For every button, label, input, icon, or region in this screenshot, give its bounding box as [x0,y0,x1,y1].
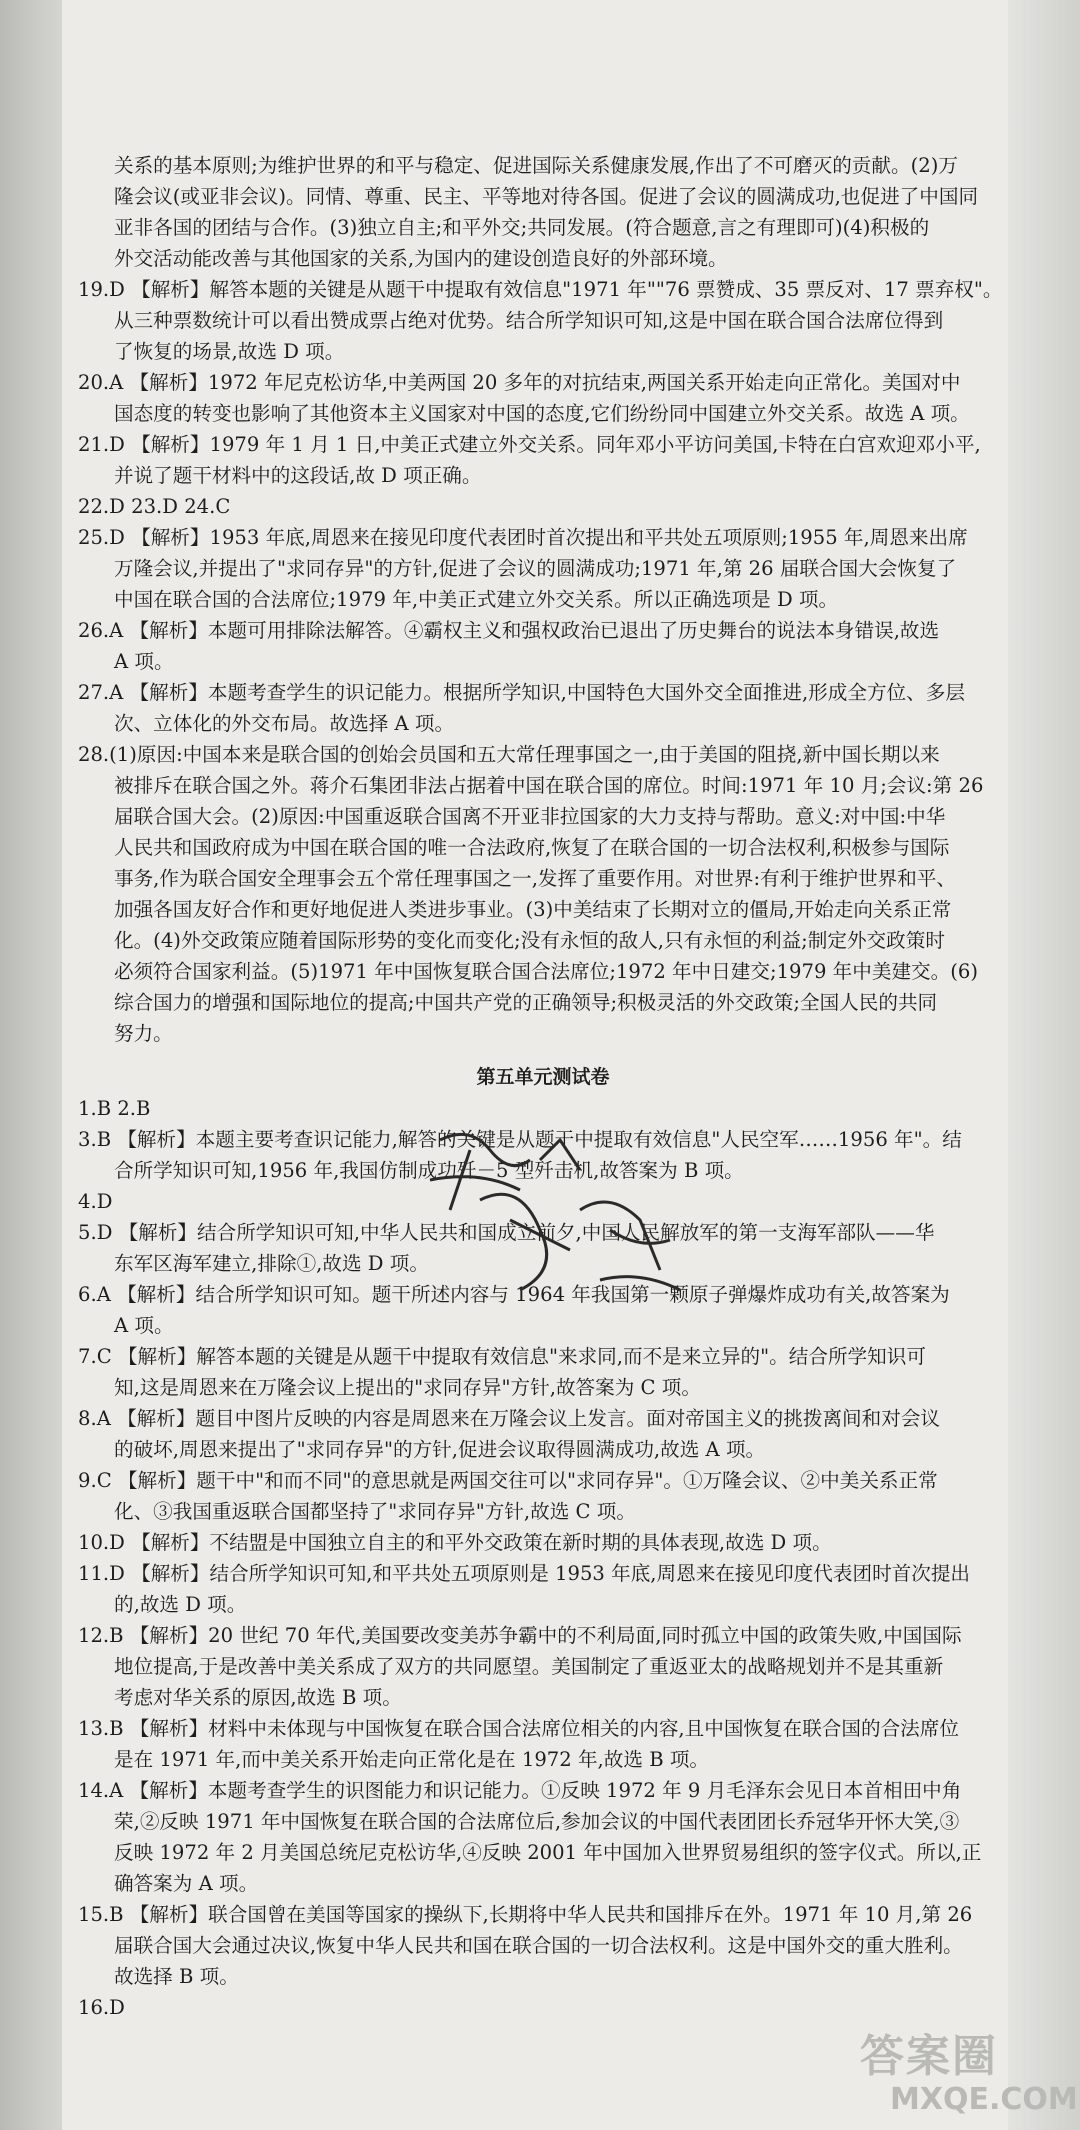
text-line: 届联合国大会通过决议,恢复中华人民共和国在联合国的一切合法权利。这是中国外交的重大胜利。 [114,1934,963,1957]
text-line: 从三种票数统计可以看出赞成票占绝对优势。结合所学知识可知,这是中国在联合国合法席位得到 [114,309,944,332]
answer-item-16: 16.D [78,1996,125,2019]
text-line: 届联合国大会。(2)原因:中国重返联合国离不开亚非拉国家的大力支持与帮助。意义:对中国:中华 [114,805,946,828]
text-line: 努力。 [114,1022,173,1045]
text-line: 知,这是周恩来在万隆会议上提出的"求同存异"方针,故答案为 C 项。 [114,1376,701,1399]
answer-item-20: 20.A 【解析】1972 年尼克松访华,中美两国 20 多年的对抗结束,两国关系开始走向正常化。美国对中 [78,371,961,394]
text-line: 是在 1971 年,而中美关系开始走向正常化是在 1972 年,故选 B 项。 [114,1748,710,1771]
text-line: 必须符合国家利益。(5)1971 年中国恢复联合国合法席位;1972 年中日建交;1979 年中美建交。(6) [114,960,978,983]
answer-item-4: 4.D [78,1190,113,1213]
answer-item-28: 28.(1)原因:中国本来是联合国的创始会员国和五大常任理事国之一,由于美国的阻挠,新中国长期以来 [78,743,940,766]
text-line: 的破坏,周恩来提出了"求同存异"的方针,促进会议取得圆满成功,故选 A 项。 [114,1438,766,1461]
answer-item-10: 10.D 【解析】不结盟是中国独立自主的和平外交政策在新时期的具体表现,故选 D 项。 [78,1531,832,1554]
answer-item-5: 5.D 【解析】结合所学知识可知,中华人民共和国成立前夕,中国人民解放军的第一支海军部队——华 [78,1221,935,1244]
text-line: 关系的基本原则;为维护世界的和平与稳定、促进国际关系健康发展,作出了不可磨灭的贡献。(2)万 [114,154,958,177]
answer-item-21: 21.D 【解析】1979 年 1 月 1 日,中美正式建立外交关系。同年邓小平访问美国,卡特在白宫欢迎邓小平, [78,433,981,456]
answer-item-8: 8.A 【解析】题目中图片反映的内容是周恩来在万隆会议上发言。面对帝国主义的挑拨离间和对会议 [78,1407,941,1430]
watermark-title: 答案圈 [860,2031,998,2082]
text-line: 次、立体化的外交布局。故选择 A 项。 [114,712,455,735]
text-line: 考虑对华关系的原因,故选 B 项。 [114,1686,402,1709]
text-line: 中国在联合国的合法席位;1979 年,中美正式建立外交关系。所以正确选项是 D 项。 [114,588,839,611]
text-line: 的,故选 D 项。 [114,1593,247,1616]
text-line: 被排斥在联合国之外。蒋介石集团非法占据着中国在联合国的席位。时间:1971 年 10 月;会议:第 26 [114,774,984,797]
text-line: A 项。 [114,1314,174,1337]
answer-item-6: 6.A 【解析】结合所学知识可知。题干所述内容与 1964 年我国第一颗原子弹爆炸成功有关,故答案为 [78,1283,950,1306]
text-line: 化。(4)外交政策应随着国际形势的变化而变化;没有永恒的敌人,只有永恒的利益;制定外交政策时 [114,929,945,952]
text-line: 综合国力的增强和国际地位的提高;中国共产党的正确领导;积极灵活的外交政策;全国人民的共同 [114,991,938,1014]
text-line: 确答案为 A 项。 [114,1872,259,1895]
text-line: A 项。 [114,650,174,673]
text-line: 荣,②反映 1971 年中国恢复在联合国的合法席位后,参加会议的中国代表团团长乔冠华开怀大笑,③ [114,1810,960,1833]
answer-items-22-24: 22.D 23.D 24.C [78,495,231,518]
text-line: 隆会议(或亚非会议)。同情、尊重、民主、平等地对待各国。促进了会议的圆满成功,也促进了中国同 [114,185,979,208]
answer-item-19: 19.D 【解析】解答本题的关键是从题干中提取有效信息"1971 年""76 票赞成、35 票反对、17 票弃权"。 [78,278,1003,301]
text-line: 了恢复的场景,故选 D 项。 [114,340,345,363]
page-left-shadow [0,0,62,2130]
answer-item-14: 14.A 【解析】本题考查学生的识图能力和识记能力。①反映 1972 年 9 月毛泽东会见日本首相田中角 [78,1779,962,1802]
text-line: 东军区海军建立,排除①,故选 D 项。 [114,1252,429,1275]
text-line: 地位提高,于是改善中美关系成了双方的共同愿望。美国制定了重返亚太的战略规划并不是其重新 [114,1655,944,1678]
answer-item-7: 7.C 【解析】解答本题的关键是从题干中提取有效信息"来求同,而不是来立异的"。结合所学知识可 [78,1345,926,1368]
answer-text-body [78,150,1008,2023]
text-line: 化、③我国重返联合国都坚持了"求同存异"方针,故选 C 项。 [114,1500,636,1523]
text-line: 亚非各国的团结与合作。(3)独立自主;和平外交;共同发展。(符合题意,言之有理即可)(4)积极的 [114,216,930,239]
answer-items-1-2: 1.B 2.B [78,1097,151,1120]
answer-item-12: 12.B 【解析】20 世纪 70 年代,美国要改变美苏争霸中的不利局面,同时孤立中国的政策失败,中国国际 [78,1624,962,1647]
answer-item-15: 15.B 【解析】联合国曾在美国等国家的操纵下,长期将中华人民共和国排斥在外。1971 年 10 月,第 26 [78,1903,973,1926]
watermark-url: MXQE.COM [890,2082,1078,2117]
text-line: 万隆会议,并提出了"求同存异"的方针,促进了会议的圆满成功;1971 年,第 26 届联合国大会恢复了 [114,557,957,580]
text-line: 故选择 B 项。 [114,1965,239,1988]
text-line: 加强各国友好合作和更好地促进人类进步事业。(3)中美结束了长期对立的僵局,开始走向关系正常 [114,898,952,921]
page-right-shadow [1008,0,1080,2130]
text-line: 合所学知识可知,1956 年,我国仿制成功歼－5 型歼击机,故答案为 B 项。 [114,1159,744,1182]
answer-item-26: 26.A 【解析】本题可用排除法解答。④霸权主义和强权政治已退出了历史舞台的说法本身错误,故选 [78,619,940,642]
text-line: 反映 1972 年 2 月美国总统尼克松访华,④反映 2001 年中国加入世界贸易组织的签字仪式。所以,正 [114,1841,982,1864]
answer-item-9: 9.C 【解析】题干中"和而不同"的意思就是两国交往可以"求同存异"。①万隆会议、②中美关系正常 [78,1469,938,1492]
answer-item-13: 13.B 【解析】材料中未体现与中国恢复在联合国合法席位相关的内容,且中国恢复在联合国的合法席位 [78,1717,959,1740]
answer-item-11: 11.D 【解析】结合所学知识可知,和平共处五项原则是 1953 年底,周恩来在接见印度代表团时首次提出 [78,1562,971,1585]
text-line: 并说了题干材料中的这段话,故 D 项正确。 [114,464,482,487]
section-heading: 第五单元测试卷 [476,1066,610,1088]
text-line: 外交活动能改善与其他国家的关系,为国内的建设创造良好的外部环境。 [114,247,728,270]
text-line: 事务,作为联合国安全理事会五个常任理事国之一,发挥了重要作用。对世界:有利于维护世界和平、 [114,867,956,890]
answer-item-3: 3.B 【解析】本题主要考查识记能力,解答的关键是从题干中提取有效信息"人民空军……1956 年"。结 [78,1128,962,1151]
answer-item-25: 25.D 【解析】1953 年底,周恩来在接见印度代表团时首次提出和平共处五项原则;1955 年,周恩来出席 [78,526,968,549]
text-line: 国态度的转变也影响了其他资本主义国家对中国的态度,它们纷纷同中国建立外交关系。故选 A 项。 [114,402,970,425]
answer-item-27: 27.A 【解析】本题考查学生的识记能力。根据所学知识,中国特色大国外交全面推进,形成全方位、多层 [78,681,965,704]
text-line: 人民共和国政府成为中国在联合国的唯一合法政府,恢复了在联合国的一切合法权利,积极参与国际 [114,836,950,859]
